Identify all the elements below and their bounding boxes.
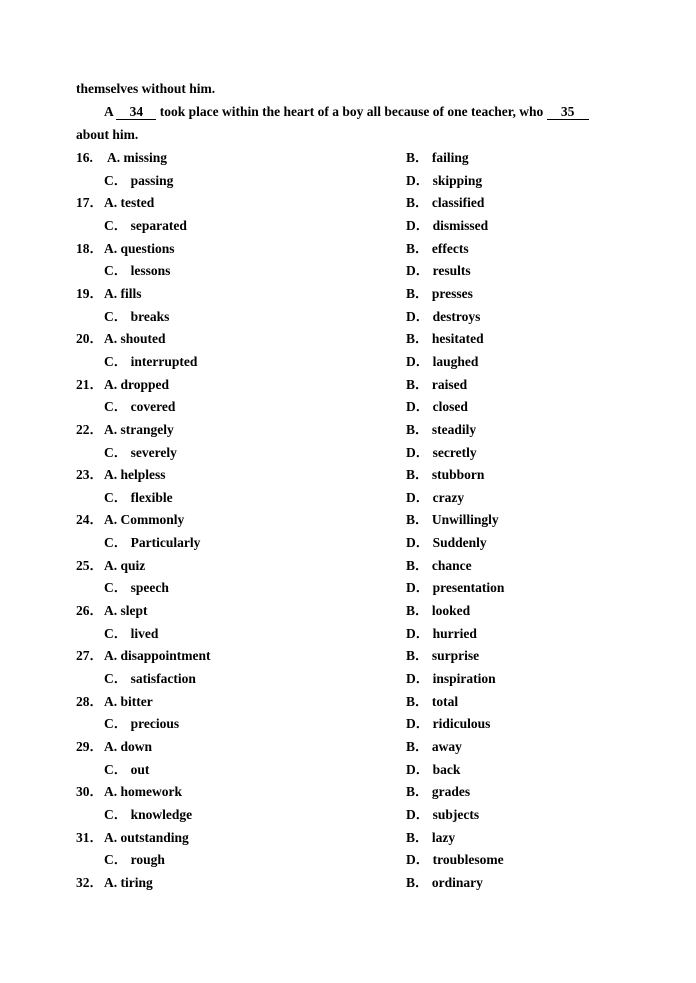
question-number: 30．	[76, 784, 103, 800]
option-c: C． speech	[104, 580, 169, 596]
question-row	[0, 377, 696, 395]
question-row	[0, 694, 696, 712]
question-row-continued	[0, 354, 696, 372]
option-b: B． looked	[406, 603, 471, 618]
question-row-continued	[0, 580, 696, 598]
option-a: A. questions	[104, 240, 175, 256]
option-d: D． dismissed	[406, 218, 489, 233]
question-row	[0, 739, 696, 757]
question-row-continued	[0, 445, 696, 463]
passage-line-2-start: A	[104, 104, 114, 119]
question-row-continued	[0, 626, 696, 644]
option-a: A. fills	[104, 285, 142, 301]
question-row	[0, 830, 696, 848]
option-d: D． results	[406, 263, 471, 279]
question-number: 25．	[76, 557, 103, 573]
option-b: B． surprise	[406, 648, 480, 664]
option-c: C． covered	[104, 399, 176, 415]
question-row-continued	[0, 807, 696, 825]
option-a: A. shouted	[104, 331, 166, 347]
option-b: B． ordinary	[406, 874, 483, 890]
option-c: C． out	[104, 761, 150, 777]
option-a: A. dropped	[104, 376, 170, 392]
question-row-continued	[0, 173, 696, 191]
option-a: A. strangely	[104, 421, 174, 437]
option-d: D． troublesome	[406, 852, 504, 868]
question-row	[0, 558, 696, 576]
option-a: A. slept	[104, 603, 148, 618]
option-b: B． presses	[406, 285, 473, 301]
question-number: 31．	[76, 829, 103, 845]
option-b: B． failing	[406, 150, 469, 165]
question-row	[0, 195, 696, 213]
option-c: C． breaks	[104, 308, 170, 324]
question-row-continued	[0, 852, 696, 870]
question-row	[0, 875, 696, 893]
question-row	[0, 512, 696, 530]
option-a: A. Commonly	[104, 512, 185, 528]
option-a: A. bitter	[104, 693, 153, 709]
question-number: 19．	[76, 285, 103, 301]
option-c: C． separated	[104, 218, 187, 233]
question-number: 17．	[76, 195, 103, 211]
option-d: D． Suddenly	[406, 535, 487, 551]
option-c: C． precious	[104, 716, 180, 732]
option-d: D． skipping	[406, 172, 483, 188]
question-row-continued	[0, 218, 696, 236]
option-a: A. homework	[104, 784, 182, 800]
option-a: A. missing	[107, 150, 168, 165]
option-d: D． subjects	[406, 806, 480, 822]
question-number: 22．	[76, 421, 103, 437]
question-row	[0, 603, 696, 621]
question-number: 29．	[76, 738, 103, 754]
option-b: B． grades	[406, 784, 471, 800]
passage-line-1: themselves without him.	[76, 81, 216, 96]
option-a: A. tested	[104, 195, 155, 211]
question-row-continued	[0, 762, 696, 780]
question-row	[0, 784, 696, 802]
passage-line-3: about him.	[76, 127, 139, 142]
question-row	[0, 648, 696, 666]
option-a: A. outstanding	[104, 829, 189, 845]
question-row-continued	[0, 399, 696, 417]
option-c: C． lessons	[104, 263, 171, 279]
question-row	[0, 467, 696, 485]
option-d: D． ridiculous	[406, 716, 491, 732]
option-c: C． satisfaction	[104, 671, 196, 686]
option-c: C． Particularly	[104, 535, 201, 551]
option-b: B． effects	[406, 240, 469, 256]
question-number: 24．	[76, 512, 103, 528]
option-b: B． Unwillingly	[406, 512, 499, 528]
option-a: A. tiring	[104, 874, 153, 890]
option-b: B． away	[406, 738, 462, 754]
question-number: 28．	[76, 693, 103, 709]
question-row	[0, 241, 696, 259]
option-c: C． severely	[104, 444, 177, 460]
option-c: C． rough	[104, 852, 165, 868]
question-number: 20．	[76, 331, 103, 347]
passage-line-2	[104, 104, 589, 120]
option-d: D． crazy	[406, 489, 465, 505]
option-d: D． presentation	[406, 580, 505, 596]
question-row-continued	[0, 490, 696, 508]
option-d: D． inspiration	[406, 671, 496, 686]
question-number: 26．	[76, 603, 103, 618]
question-number: 27．	[76, 648, 103, 664]
option-b: B． chance	[406, 557, 472, 573]
option-b: B． stubborn	[406, 467, 485, 483]
question-number: 23．	[76, 467, 103, 483]
option-b: B． classified	[406, 195, 485, 211]
option-a: A. helpless	[104, 467, 166, 483]
option-c: C． interrupted	[104, 353, 198, 369]
option-b: B． lazy	[406, 829, 456, 845]
option-b: B． total	[406, 693, 459, 709]
question-row-continued	[0, 671, 696, 689]
question-row-continued	[0, 263, 696, 281]
option-d: D． hurried	[406, 625, 477, 641]
option-d: D． secretly	[406, 444, 477, 460]
option-c: C． lived	[104, 625, 159, 641]
option-d: D． back	[406, 761, 461, 777]
option-b: B． raised	[406, 376, 468, 392]
option-c: C． knowledge	[104, 806, 193, 822]
question-number: 32．	[76, 874, 103, 890]
question-row	[0, 286, 696, 304]
question-row-continued	[0, 716, 696, 734]
option-d: D． laughed	[406, 353, 479, 369]
option-a: A. disappointment	[104, 648, 211, 664]
option-a: A. down	[104, 738, 153, 754]
question-number: 21．	[76, 376, 103, 392]
question-number: 16.	[76, 150, 93, 165]
option-a: A. quiz	[104, 557, 146, 573]
question-row	[0, 150, 696, 168]
option-d: D． closed	[406, 399, 468, 415]
blank-35: 35	[547, 105, 589, 120]
question-row	[0, 422, 696, 440]
question-number: 18．	[76, 240, 103, 256]
option-b: B． steadily	[406, 421, 477, 437]
question-row-continued	[0, 309, 696, 327]
option-d: D． destroys	[406, 308, 481, 324]
option-b: B． hesitated	[406, 331, 484, 347]
question-row	[0, 331, 696, 349]
option-c: C． flexible	[104, 489, 173, 505]
blank-34: 34	[116, 105, 156, 120]
option-c: C． passing	[104, 172, 174, 188]
passage-line-2-middle: took place within the heart of a boy all because of one teacher, who	[159, 104, 544, 119]
question-row-continued	[0, 535, 696, 553]
